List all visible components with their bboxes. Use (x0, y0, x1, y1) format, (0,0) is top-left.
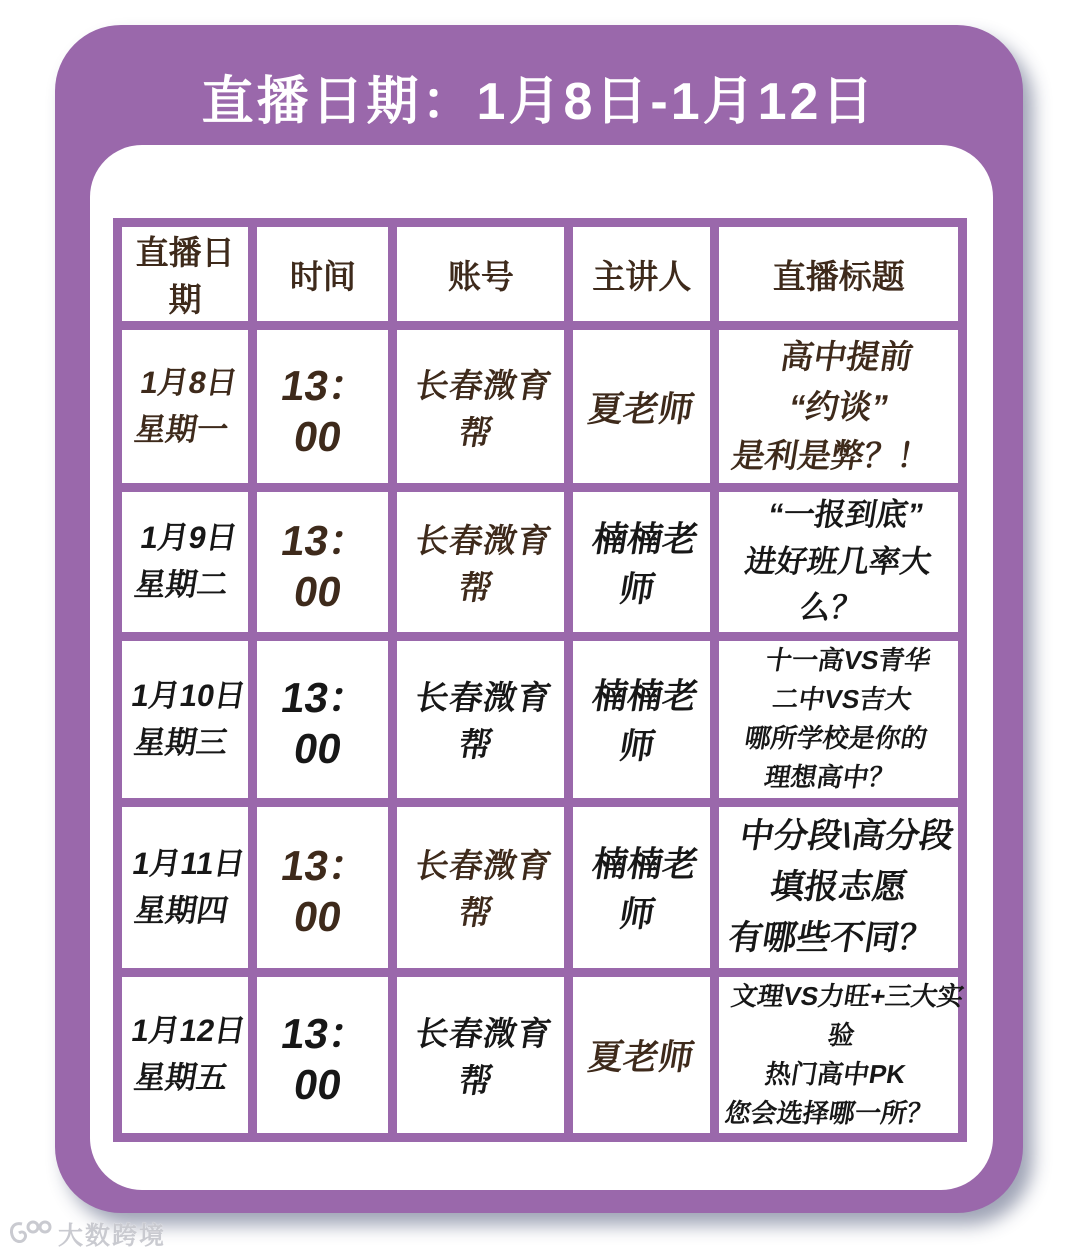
header-cell-date: 直播日期 (118, 223, 253, 326)
cell-title: 文理VS力旺+三大实验 热门高中PK 您会选择哪一所？ (715, 972, 963, 1137)
cell-account: 长春溦育帮 (393, 972, 569, 1137)
schedule-panel (90, 145, 993, 1190)
cell-account: 长春溦育帮 (393, 802, 569, 972)
schedule-table (113, 218, 967, 1142)
watermark (8, 1216, 166, 1252)
cell-time: 13：00 (253, 972, 393, 1137)
cell-account: 长春溦育帮 (393, 488, 569, 637)
cell-account: 长春溦育帮 (393, 326, 569, 488)
cell-date: 1月10日 星期三 (118, 636, 253, 802)
cell-date: 1月11日 星期四 (118, 802, 253, 972)
cell-date: 1月12日 星期五 (118, 972, 253, 1137)
cell-title: 高中提前 “约谈” 是利是弊？！ (715, 326, 963, 488)
poster-card (55, 25, 1023, 1213)
header-cell-speaker: 主讲人 (569, 223, 715, 326)
cell-speaker: 夏老师 (569, 972, 715, 1137)
table-row (118, 326, 963, 488)
cell-time: 13：00 (253, 488, 393, 637)
cell-time: 13：00 (253, 636, 393, 802)
table-row (118, 636, 963, 802)
cell-speaker: 楠楠老师 (569, 802, 715, 972)
cell-speaker: 夏老师 (569, 326, 715, 488)
cell-account: 长春溦育帮 (393, 636, 569, 802)
table-row (118, 972, 963, 1137)
header-cell-time: 时间 (253, 223, 393, 326)
header-cell-account: 账号 (393, 223, 569, 326)
cell-time: 13：00 (253, 326, 393, 488)
header-cell-title: 直播标题 (715, 223, 963, 326)
cell-date: 1月9日 星期二 (118, 488, 253, 637)
poster-banner-title: 直播日期：1月8日-1月12日 (201, 73, 877, 131)
table-row (118, 488, 963, 637)
dashu-100-logo-icon (8, 1218, 52, 1250)
cell-title: 十一高VS青华 二中VS吉大 哪所学校是你的 理想高中？ (715, 636, 963, 802)
cell-speaker: 楠楠老师 (569, 636, 715, 802)
table-row (118, 802, 963, 972)
cell-title: “一报到底” 进好班几率大么？ (715, 488, 963, 637)
cell-date: 1月8日 星期一 (118, 326, 253, 488)
watermark-text: 大数跨境 (58, 1222, 167, 1250)
cell-time: 13：00 (253, 802, 393, 972)
cell-title: 中分段\高分段 填报志愿 有哪些不同？ (715, 802, 963, 972)
cell-speaker: 楠楠老师 (569, 488, 715, 637)
table-header-row (118, 223, 963, 326)
